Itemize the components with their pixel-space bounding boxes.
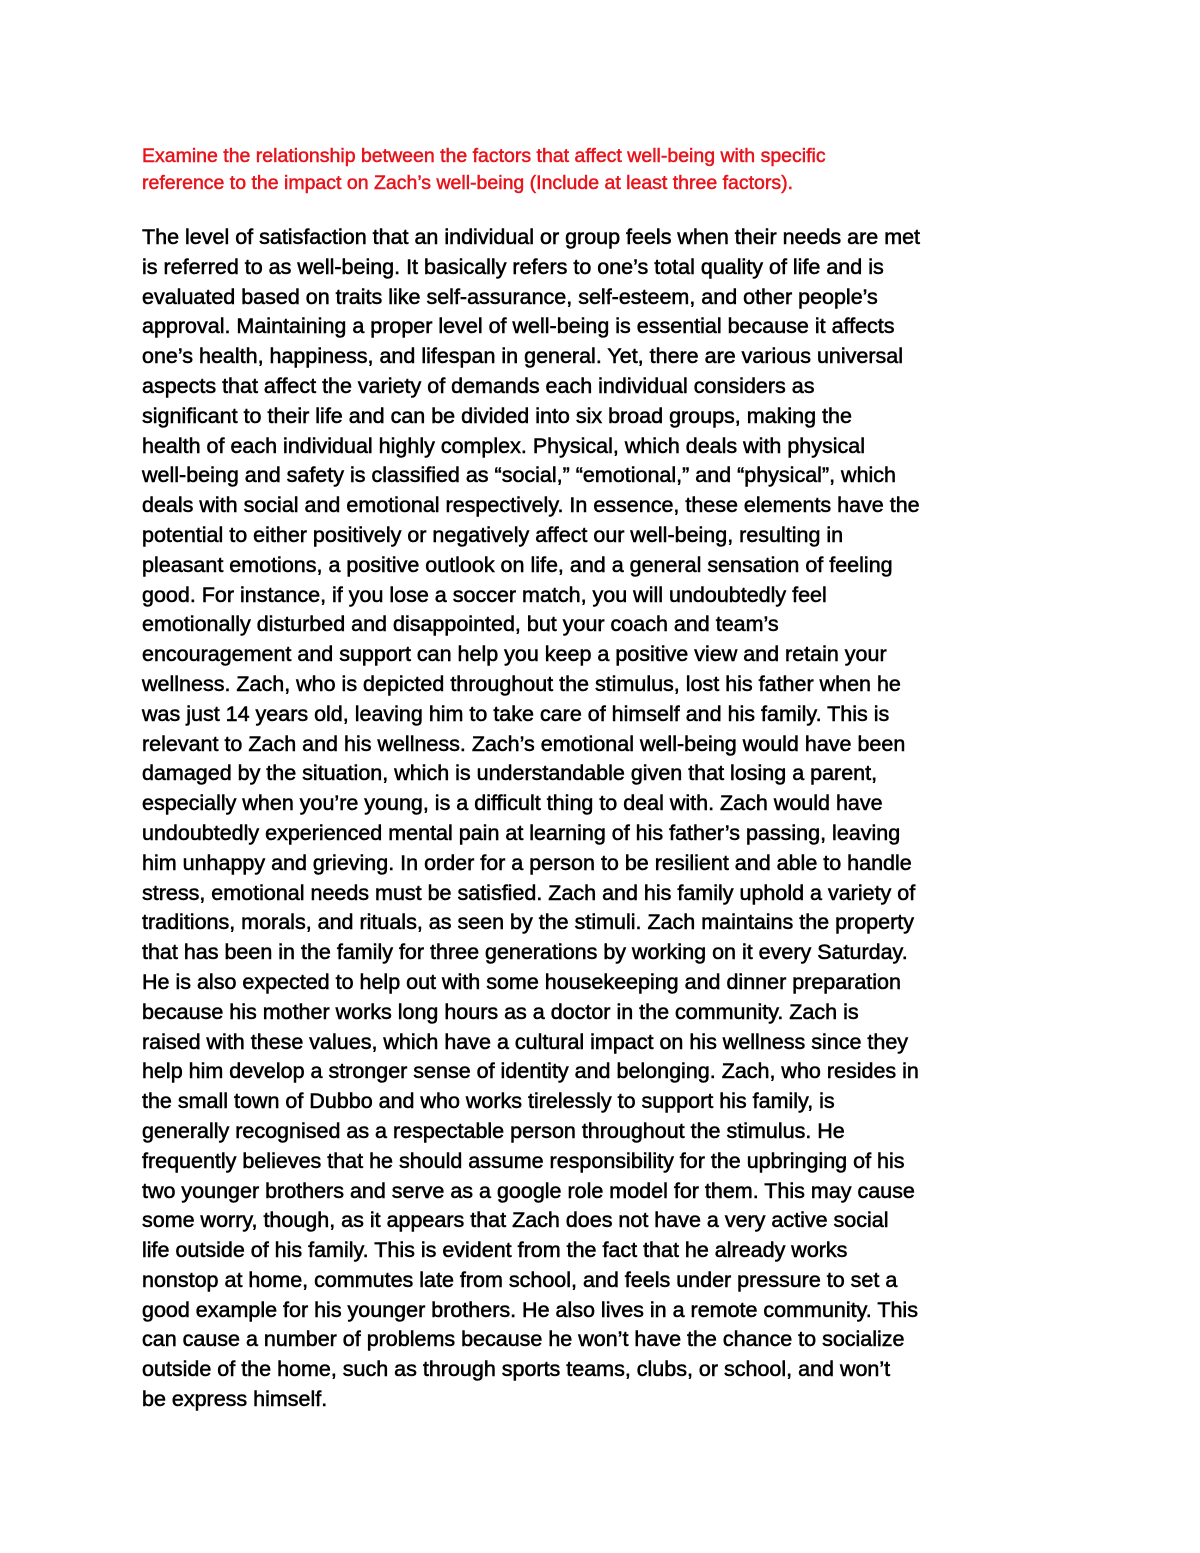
answer-line: deals with social and emotional respectively. In essence, these elements have the <box>142 493 920 518</box>
answer-line: traditions, morals, and rituals, as seen by the stimuli. Zach maintains the property <box>142 910 914 935</box>
answer-line: wellness. Zach, who is depicted throughout the stimulus, lost his father when he <box>142 671 901 696</box>
answer-line: life outside of his family. This is evident from the fact that he already works <box>142 1238 848 1263</box>
answer-line: was just 14 years old, leaving him to take care of himself and his family. This is <box>142 701 890 726</box>
answer-line: encouragement and support can help you keep a positive view and retain your <box>142 642 887 667</box>
answer-line: health of each individual highly complex. Physical, which deals with physical <box>142 433 866 458</box>
answer-line: generally recognised as a respectable person throughout the stimulus. He <box>142 1118 845 1143</box>
answer-line: be express himself. <box>142 1387 328 1412</box>
answer-line: can cause a number of problems because he won’t have the chance to socialize <box>142 1327 905 1352</box>
answer-line: two younger brothers and serve as a google role model for them. This may cause <box>142 1178 915 1203</box>
answer-line: help him develop a stronger sense of identity and belonging. Zach, who resides in <box>142 1059 919 1084</box>
answer-line: He is also expected to help out with some housekeeping and dinner preparation <box>142 969 901 994</box>
answer-line: frequently believes that he should assume responsibility for the upbringing of his <box>142 1148 905 1173</box>
answer-line: especially when you’re young, is a difficult thing to deal with. Zach would have <box>142 791 883 816</box>
answer-line: the small town of Dubbo and who works tirelessly to support his family, is <box>142 1089 835 1114</box>
answer-line: some worry, though, as it appears that Zach does not have a very active social <box>142 1208 889 1233</box>
answer-line: because his mother works long hours as a doctor in the community. Zach is <box>142 999 859 1024</box>
answer-line: stress, emotional needs must be satisfied. Zach and his family uphold a variety of <box>142 880 916 905</box>
question-line: Examine the relationship between the factors that affect well-being with specific <box>142 145 826 167</box>
answer-line: relevant to Zach and his wellness. Zach’s emotional well-being would have been <box>142 731 906 756</box>
answer-line: him unhappy and grieving. In order for a person to be resilient and able to handle <box>142 850 912 875</box>
answer-line: aspects that affect the variety of demands each individual considers as <box>142 373 815 398</box>
answer-line: nonstop at home, commutes late from school, and feels under pressure to set a <box>142 1267 898 1292</box>
answer-line: potential to either positively or negatively affect our well-being, resulting in <box>142 522 844 547</box>
answer-line: evaluated based on traits like self-assurance, self-esteem, and other people’s <box>142 284 878 309</box>
answer-line: good. For instance, if you lose a soccer match, you will undoubtedly feel <box>142 582 827 607</box>
answer-line: The level of satisfaction that an individual or group feels when their needs are met <box>142 225 921 249</box>
answer-line: is referred to as well-being. It basically refers to one’s total quality of life and is <box>142 254 884 279</box>
answer-line: one’s health, happiness, and lifespan in general. Yet, there are various universal <box>142 344 903 369</box>
answer-line: undoubtedly experienced mental pain at learning of his father’s passing, leaving <box>142 820 901 845</box>
answer-line: pleasant emotions, a positive outlook on life, and a general sensation of feeling <box>142 552 893 577</box>
answer-line: outside of the home, such as through sports teams, clubs, or school, and won’t <box>142 1357 891 1382</box>
question-line: reference to the impact on Zach’s well-being (Include at least three factors). <box>142 172 794 194</box>
answer-line: damaged by the situation, which is understandable given that losing a parent, <box>142 761 878 786</box>
answer-paragraph <box>142 223 1067 1415</box>
answer-line: raised with these values, which have a cultural impact on his wellness since they <box>142 1029 909 1054</box>
answer-line: significant to their life and can be divided into six broad groups, making the <box>142 403 852 428</box>
answer-line: that has been in the family for three generations by working on it every Saturday. <box>142 940 908 965</box>
answer-line: well-being and safety is classified as “social,” “emotional,” and “physical”, which <box>142 463 897 488</box>
question-heading <box>142 143 1102 197</box>
answer-line: good example for his younger brothers. He also lives in a remote community. This <box>142 1297 918 1322</box>
answer-line: approval. Maintaining a proper level of well-being is essential because it affects <box>142 314 895 339</box>
answer-line: emotionally disturbed and disappointed, but your coach and team’s <box>142 612 779 637</box>
